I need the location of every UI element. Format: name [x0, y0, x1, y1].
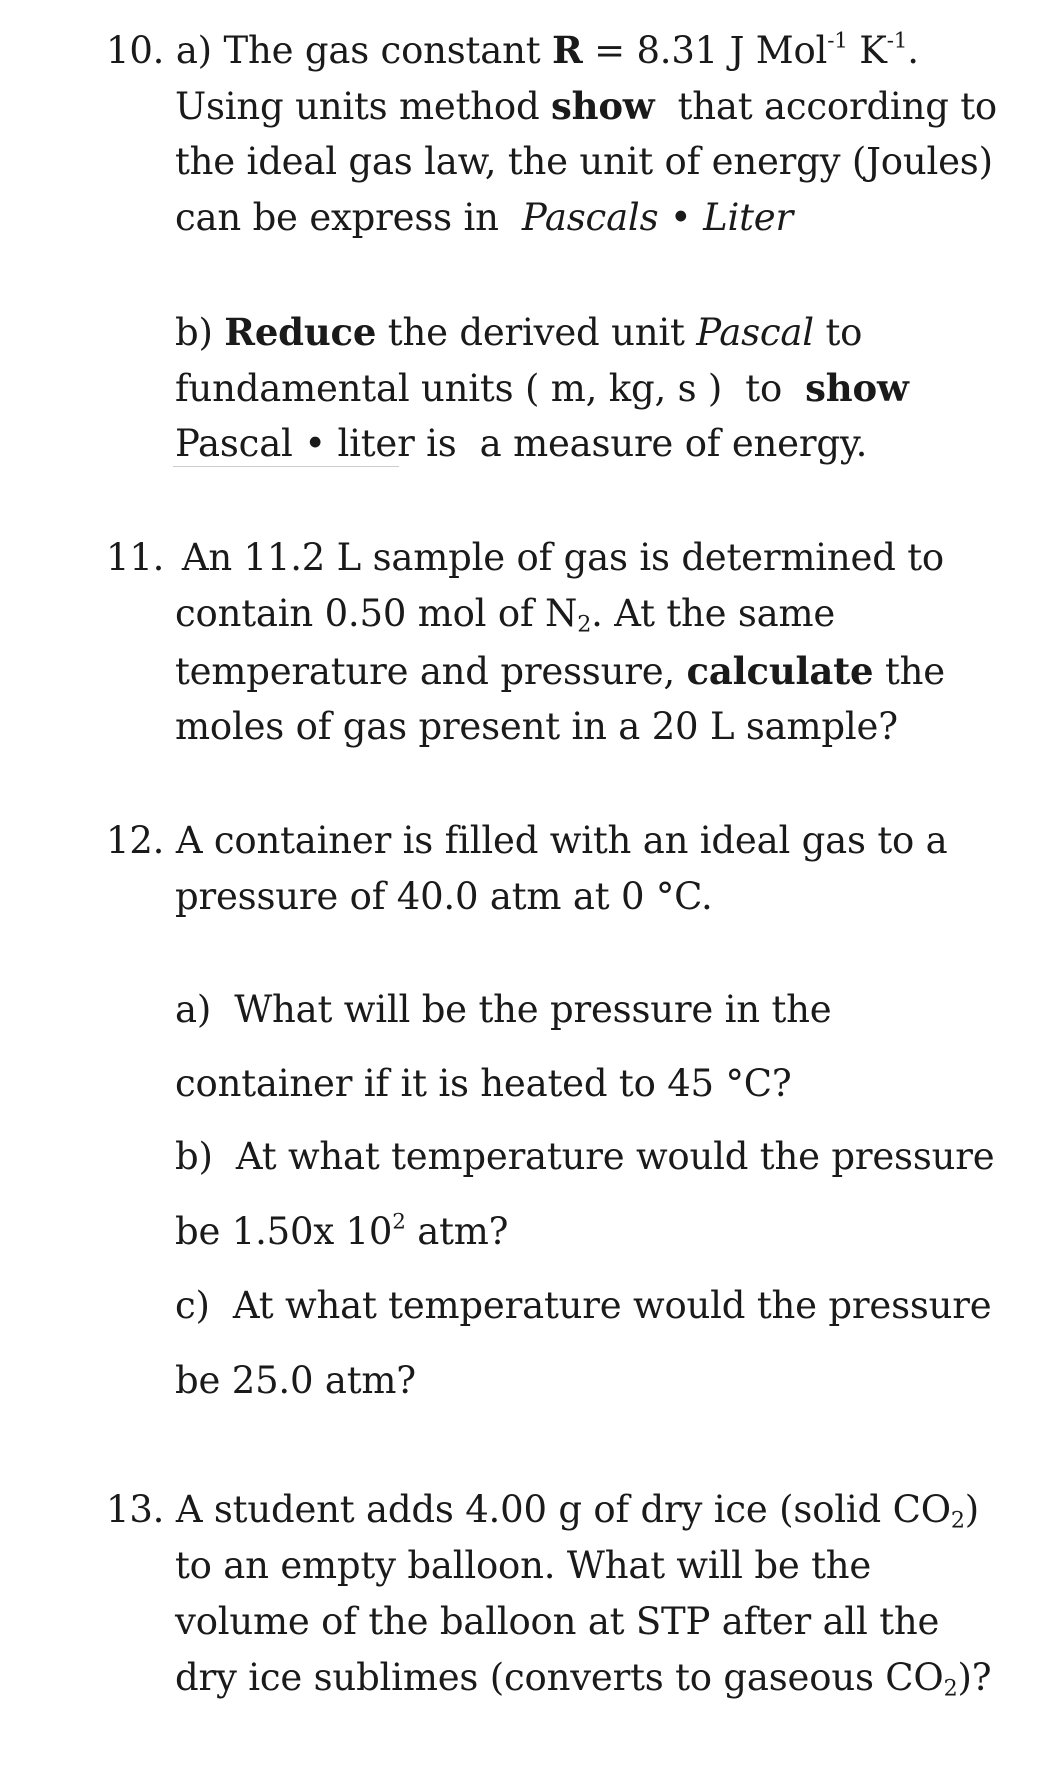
q10a-text: that according to [654, 85, 997, 128]
q12a-line-2 [175, 1061, 792, 1107]
subscript: 2 [943, 1675, 958, 1702]
exponent: -1 [886, 28, 908, 54]
pascals-liter-unit: Pascals • Liter [521, 196, 793, 239]
q10a-text: The gas constant [223, 29, 552, 72]
q12c-text: be 25.0 atm? [175, 1359, 416, 1402]
q11-line-2 [175, 591, 835, 637]
q11-text: temperature and pressure, [175, 650, 687, 693]
exponent: 2 [392, 1209, 406, 1235]
reference-underline [173, 466, 399, 467]
q10-line-3 [175, 139, 993, 185]
q10b-line-1 [175, 309, 862, 356]
q10a-text: K [847, 29, 887, 72]
q11-number: 11. [106, 536, 165, 579]
q12a-line-1 [175, 987, 831, 1033]
q12-line-1 [106, 818, 948, 864]
q10b-text: to [813, 311, 863, 354]
subscript: 2 [950, 1507, 965, 1534]
keyword-reduce: Reduce [224, 310, 377, 354]
keyword-show: show [805, 366, 909, 410]
q10a-label: a) [175, 29, 212, 72]
keyword-show: show [551, 84, 655, 128]
q10b-text: fundamental units ( m, kg, s ) to [175, 367, 806, 410]
q11-line-3 [175, 648, 945, 695]
q10b-line-3 [175, 421, 867, 467]
q12-number: 12. [106, 819, 165, 862]
q11-text: An 11.2 L sample of gas is determined to [181, 536, 944, 579]
q12b-line-1 [175, 1134, 994, 1180]
q12b-line-2 [175, 1209, 508, 1255]
q13-line-1 [106, 1487, 979, 1533]
q12a-text: a) What will be the pressure in the [175, 988, 832, 1031]
q10-line-1 [106, 27, 919, 74]
q12-line-2 [175, 874, 713, 920]
q12-text: pressure of 40.0 atm at 0 °C. [175, 875, 713, 918]
q13-text: )? [957, 1656, 992, 1699]
q12c-line-2 [175, 1358, 416, 1404]
q12c-text: c) At what temperature would the pressure [175, 1284, 992, 1327]
q11-text: moles of gas present in a 20 L sample? [175, 705, 898, 748]
q13-number: 13. [106, 1488, 165, 1531]
pascal-unit: Pascal [696, 311, 814, 354]
gas-constant-symbol: R [551, 28, 583, 72]
q13-text: A student adds 4.00 g of dry ice (solid CO [175, 1488, 951, 1531]
q10a-text: . [907, 29, 919, 72]
q12b-text: atm? [405, 1210, 509, 1253]
q10a-text: can be express in [175, 196, 522, 239]
q13-line-4 [175, 1655, 991, 1701]
keyword-calculate: calculate [686, 649, 874, 693]
q13-text: volume of the balloon at STP after all the [175, 1600, 940, 1643]
q10a-text: the ideal gas law, the unit of energy (Joules) [175, 140, 993, 183]
q13-text: ) [964, 1488, 979, 1531]
q12c-line-1 [175, 1283, 991, 1329]
q13-text: dry ice sublimes (converts to gaseous CO [175, 1656, 944, 1699]
q10-line-2 [175, 83, 997, 130]
q13-line-2 [175, 1543, 871, 1589]
q10b-text: the derived unit [376, 311, 697, 354]
q11-text: . At the same [591, 592, 836, 635]
q10b-line-2 [175, 365, 909, 412]
q13-line-3 [175, 1599, 939, 1645]
q11-text: contain 0.50 mol of N [175, 592, 578, 635]
exponent: -1 [827, 28, 848, 54]
subscript: 2 [577, 611, 592, 638]
q10b-label: b) [175, 311, 213, 354]
q12a-text: container if it is heated to 45 °C? [175, 1062, 792, 1105]
q10-line-4 [175, 195, 793, 241]
q12b-text: be 1.50x 10 [175, 1210, 393, 1253]
q13-text: to an empty balloon. What will be the [175, 1544, 872, 1587]
q12b-text: b) At what temperature would the pressure [175, 1135, 995, 1178]
q11-text: the [873, 650, 945, 693]
q11-line-4 [175, 704, 898, 750]
q10a-text: Using units method [175, 85, 551, 128]
q12-text: A container is filled with an ideal gas to a [175, 819, 948, 862]
q11-line-1 [106, 535, 944, 581]
q10a-text: = 8.31 J Mol [582, 29, 828, 72]
q10b-text: Pascal • liter is a measure of energy. [175, 422, 868, 465]
q10-number: 10. [106, 29, 165, 72]
